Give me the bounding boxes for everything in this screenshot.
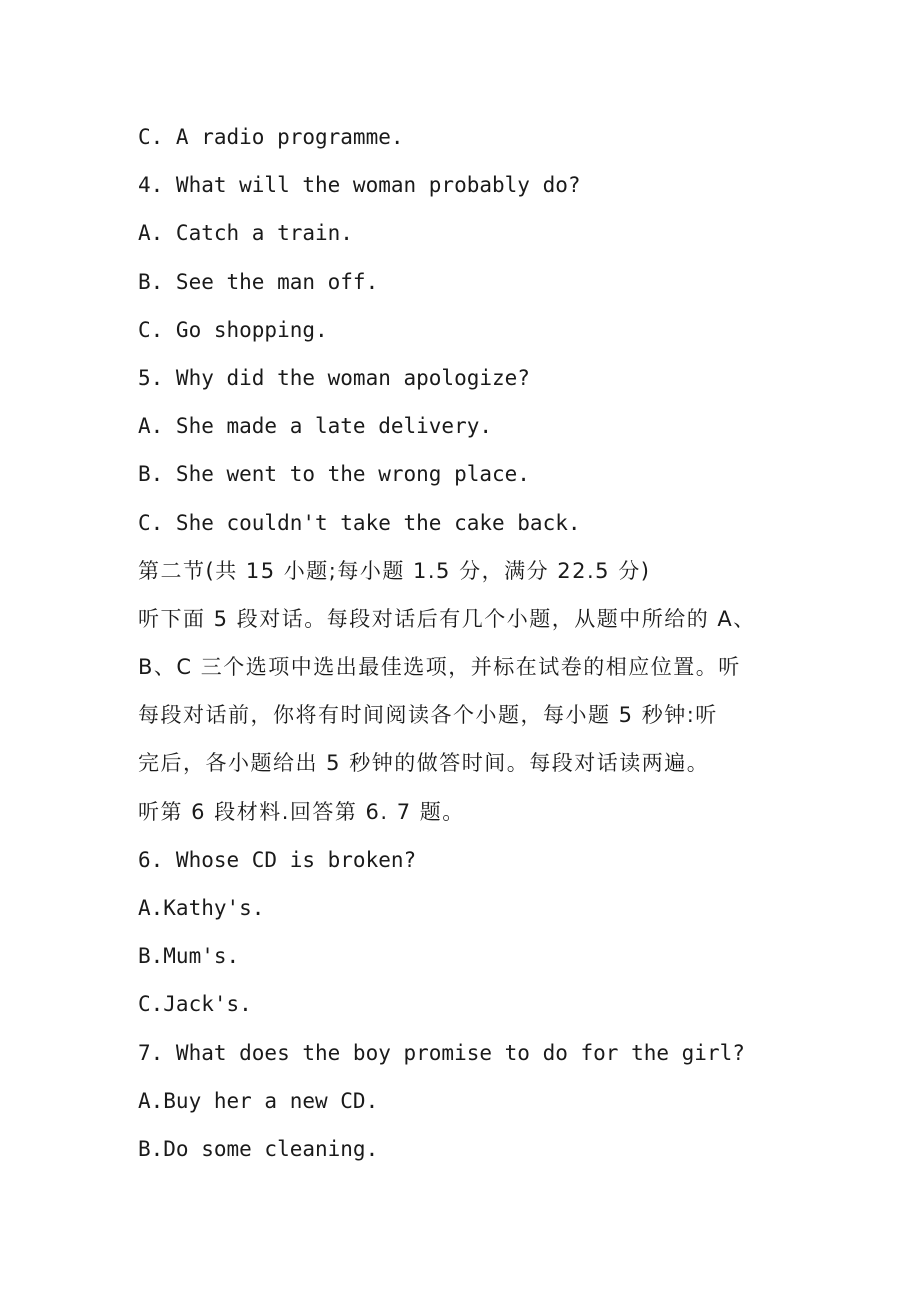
option-6a: A.Kathy's. [138,896,265,920]
instructions-line-4: 完后，各小题给出 5 秒钟的做答时间。每段对话读两遍。 [138,751,710,776]
question-5: 5. Why did the woman apologize? [138,365,530,390]
question-6: 6. Whose CD is broken? [138,847,417,872]
option-7a: A.Buy her a new CD. [138,1088,379,1113]
option-3c: C. A radio programme. [138,125,404,149]
option-4a: A. Catch a train. [138,221,353,246]
option-6c: C.Jack's. [138,992,252,1017]
section-heading: 第二节(共 15 小题;每小题 1.5 分，满分 22.5 分) [138,558,651,583]
question-4: 4. What will the woman probably do? [138,173,581,198]
instructions-line-2: B、C 三个选项中选出最佳选项，并标在试卷的相应位置。听 [138,655,741,680]
instructions-line-3: 每段对话前，你将有时间阅读各个小题，每小题 5 秒钟:听 [138,703,718,728]
material-6-heading: 听第 6 段材料.回答第 6. 7 题。 [138,799,465,824]
question-7: 7. What does the boy promise to do for the girl? [138,1040,745,1065]
document-body [138,113,798,1173]
option-6b: B.Mum's. [138,944,240,969]
option-4b: B. See the man off. [138,269,379,294]
option-5b: B. She went to the wrong place. [138,462,530,487]
option-5c: C. She couldn't take the cake back. [138,510,581,535]
instructions-line-1: 听下面 5 段对话。每段对话后有几个小题，从题中所给的 A、 [138,606,756,631]
option-5a: A. She made a late delivery. [138,414,493,439]
option-4c: C. Go shopping. [138,317,328,342]
option-7b: B.Do some cleaning. [138,1136,379,1161]
